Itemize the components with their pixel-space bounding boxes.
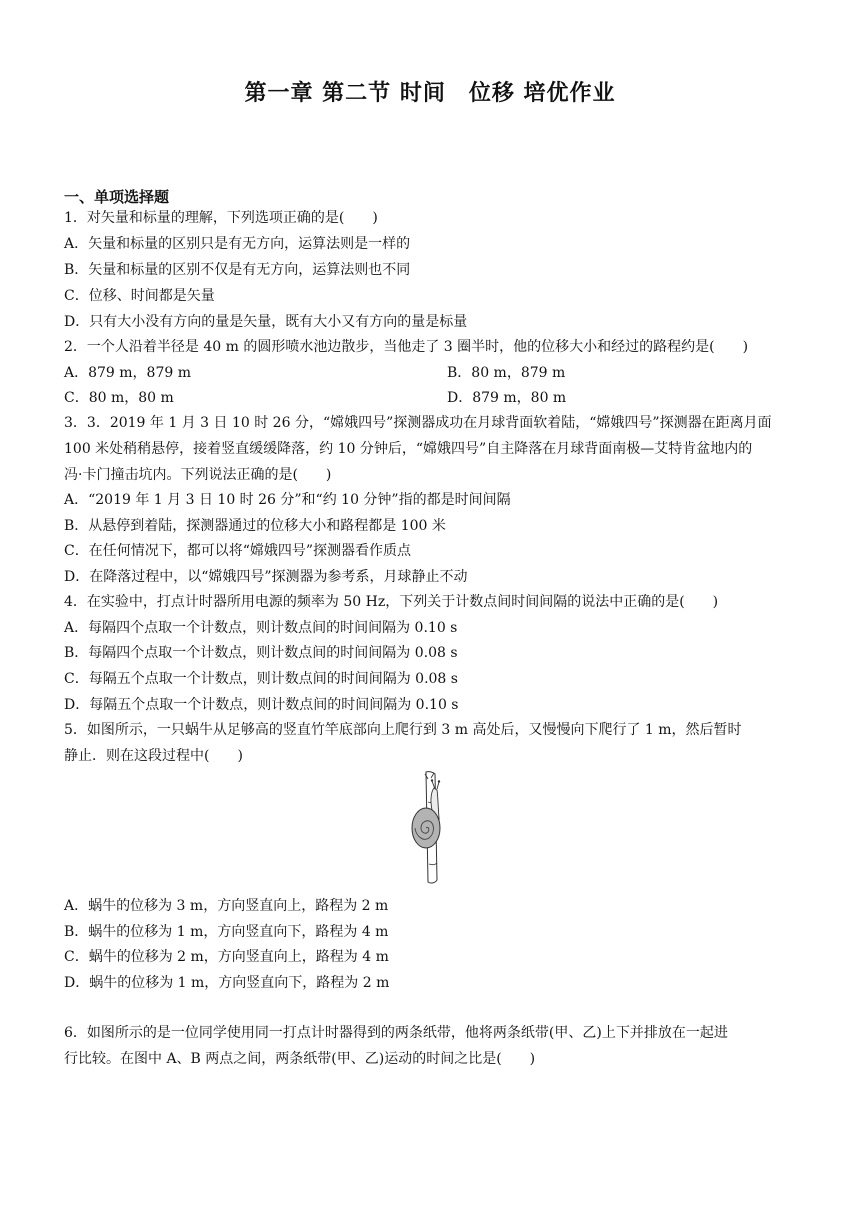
question-4-option-b: B．每隔四个点取一个计数点，则计数点间的时间间隔为 0.08 s [64, 645, 458, 661]
question-2-row-1 [64, 363, 804, 383]
question-2-option-b: B．80 m，879 m [447, 365, 566, 381]
question-5-stem-line-2: 静止．则在这段过程中( ) [64, 748, 243, 764]
question-3-stem-line-1: 3．3．2019 年 1 月 3 日 10 时 26 分，“嫦娥四号”探测器成功在月球背面软着陆，“嫦娥四号”探测器在距离月面 [64, 415, 772, 431]
question-5-option-d: D．蜗牛的位移为 1 m，方向竖直向下，路程为 2 m [64, 975, 390, 991]
section-heading: 一、单项选择题 [64, 188, 170, 206]
question-2-option-c: C．80 m，80 m [64, 390, 174, 406]
question-5-option-a: A．蜗牛的位移为 3 m，方向竖直向上，路程为 2 m [64, 898, 389, 914]
question-6-stem-line-2: 行比较。在图中 A、B 两点之间，两条纸带(甲、乙)运动的时间之比是( ) [64, 1051, 536, 1067]
question-6-stem-line-1: 6．如图所示的是一位同学使用同一打点计时器得到的两条纸带，他将两条纸带(甲、乙)上下并排放在一起进 [64, 1025, 728, 1041]
question-4-option-c: C．每隔五个点取一个计数点，则计数点间的时间间隔为 0.08 s [64, 671, 458, 687]
question-1-option-c: C．位移、时间都是矢量 [64, 288, 215, 304]
question-3-option-a: A．“2019 年 1 月 3 日 10 时 26 分”和“约 10 分钟”指的都是时间间隔 [64, 492, 511, 508]
question-1-stem: 1．对矢量和标量的理解，下列选项正确的是( ) [64, 210, 378, 226]
question-5-stem-line-1: 5．如图所示，一只蜗牛从足够高的竖直竹竿底部向上爬行到 3 m 高处后，又慢慢向下爬行了 1 m，然后暂时 [64, 722, 742, 738]
question-2-option-a: A．879 m，879 m [64, 365, 192, 381]
question-3-option-c: C．在任何情况下，都可以将“嫦娥四号”探测器看作质点 [64, 543, 412, 559]
question-5-option-c: C．蜗牛的位移为 2 m，方向竖直向上，路程为 4 m [64, 949, 389, 965]
question-3-option-b: B．从悬停到着陆，探测器通过的位移大小和路程都是 100 米 [64, 518, 446, 534]
question-3-stem-line-3: 冯·卡门撞击坑内。下列说法正确的是( ) [64, 467, 332, 483]
question-2-row-2 [64, 388, 804, 408]
question-4-option-d: D．每隔五个点取一个计数点，则计数点间的时间间隔为 0.10 s [64, 697, 459, 713]
question-4-stem: 4．在实验中，打点计时器所用电源的频率为 50 Hz，下列关于计数点间时间间隔的说法中正确的是( ) [64, 594, 719, 610]
question-4-option-a: A．每隔四个点取一个计数点，则计数点间的时间间隔为 0.10 s [64, 620, 458, 636]
question-1-option-a: A．矢量和标量的区别只是有无方向，运算法则是一样的 [64, 236, 411, 252]
question-2-stem: 2．一个人沿着半径是 40 m 的圆形喷水池边散步，当他走了 3 圈半时，他的位移大小和经过的路程约是( ) [64, 339, 749, 355]
question-2-option-d: D．879 m，80 m [447, 390, 567, 406]
question-3-option-d: D．在降落过程中，以“嫦娥四号”探测器为参考系，月球静止不动 [64, 569, 468, 585]
question-3-stem-line-2: 100 米处稍稍悬停，接着竖直缓缓降落，约 10 分钟后，“嫦娥四号”自主降落在月球背面南极—艾特肯盆地内的 [64, 441, 753, 457]
question-1-option-d: D．只有大小没有方向的量是矢量，既有大小又有方向的量是标量 [64, 314, 468, 330]
page-title: 第一章 第二节 时间 位移 培优作业 [244, 80, 616, 106]
snail-on-pole-figure [404, 770, 456, 892]
question-1-option-b: B．矢量和标量的区别不仅是有无方向，运算法则也不同 [64, 262, 411, 278]
question-5-option-b: B．蜗牛的位移为 1 m，方向竖直向下，路程为 4 m [64, 924, 389, 940]
